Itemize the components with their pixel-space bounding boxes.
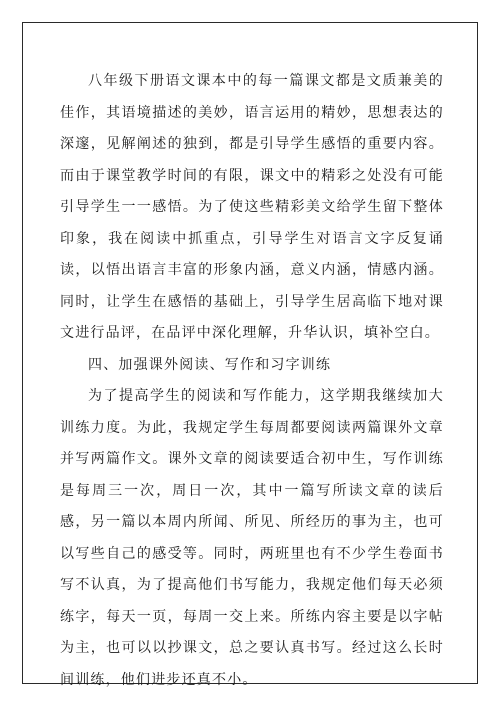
paragraph-reading-guidance: 八年级下册语文课本中的每一篇课文都是文质兼美的佳作，其语境描述的美妙，语言运用的精妙，思想表达的深邃，见解阐述的独到，都是引导学生感悟的重要内容。而由于课堂教学时间的有限，课文中的精彩之处没有可能引导学生一一感悟。为了使这些精彩美文给学生留下整体印象，我在阅读中抓重点，引导学生对语言文字反复诵读，以悟出语言丰富的形象内涵，意义内涵，情感内涵。同时，让学生在感悟的基础上，引导学生居高临下地对课文进行品评，在品评中深化理解，升华认识，填补空白。 — [60, 73, 444, 341]
document-body — [60, 66, 444, 696]
section-heading-extracurricular-training: 四、加强课外阅读、写作和习字训练 — [88, 356, 332, 373]
paragraph-training-plan: 为了提高学生的阅读和写作能力，这学期我继续加大训练力度。为此，我规定学生每周都要阅读两篇课外文章并写两篇作文。课外文章的阅读要适合初中生，写作训练是每周三一次，周日一次，其中一篇写所读文章的读后感，另一篇以本周内所闻、所见、所经历的事为主，也可以写些自己的感受等。同时，两班里也有不少学生卷面书写不认真，为了提高他们书写能力，我规定他们每天必须练字，每天一页，每周一交上来。所练内容主要是以字帖为主，也可以以抄课文，总之要认真书写。经过这么长时间训练，他们进步还真不小。 — [60, 388, 444, 688]
